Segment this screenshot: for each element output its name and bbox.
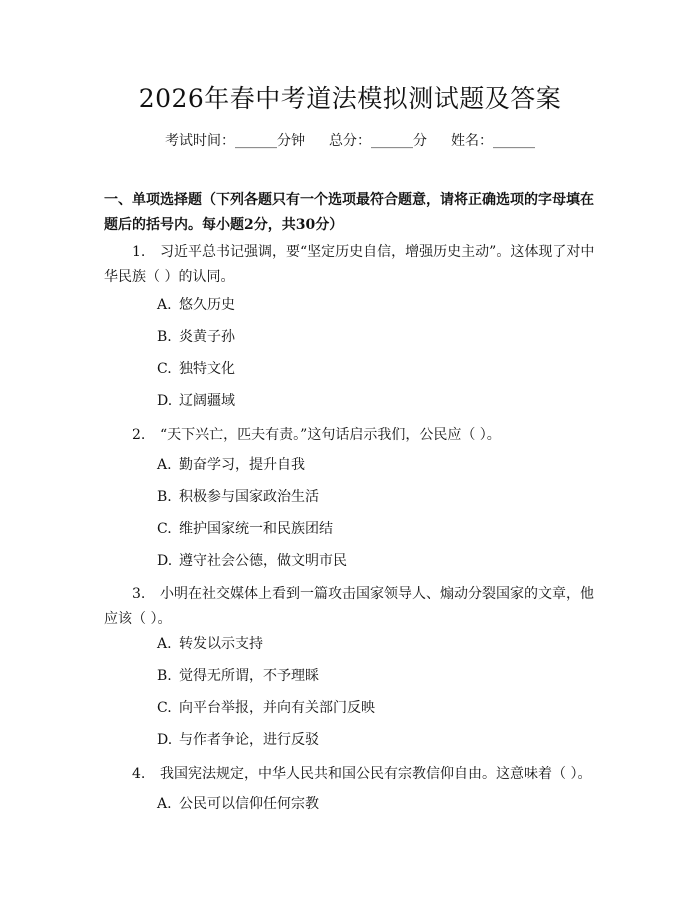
question-text: 小明在社交媒体上看到一篇攻击国家领导人、煽动分裂国家的文章，他应该（ ）。 (104, 586, 594, 627)
question-text: 我国宪法规定，中华人民共和国公民有宗教信仰自由。这意味着（ ）。 (160, 766, 592, 782)
time-label: 考试时间： (165, 133, 235, 149)
option-item (157, 487, 319, 507)
time-blank: ______ (235, 133, 277, 149)
question-number: 2. (132, 427, 146, 443)
option-item (157, 295, 235, 315)
option-text: 辽阔疆域 (179, 393, 235, 409)
option-item (157, 391, 235, 411)
section-heading: 一、单项选择题（下列各题只有一个选项最符合题意，请将正确选项的字母填在题后的括号内。每小题2分，共30分） (104, 192, 594, 233)
option-text: 向平台举报，并向有关部门反映 (179, 700, 375, 716)
score-blank: ______ (371, 133, 413, 149)
score-unit: 分 (413, 133, 427, 149)
option-letter: B. (157, 668, 172, 684)
option-letter: C. (157, 700, 172, 716)
option-text: 觉得无所谓，不予理睬 (179, 668, 319, 684)
question-1 (104, 240, 604, 290)
time-unit: 分钟 (277, 133, 305, 149)
option-letter: B. (157, 489, 172, 505)
option-item (157, 634, 263, 654)
question-number: 1. (132, 244, 146, 260)
option-item (157, 359, 235, 379)
option-letter: D. (157, 732, 173, 748)
option-item (157, 519, 333, 539)
option-item (157, 455, 305, 475)
score-label: 总分： (329, 133, 371, 149)
question-4 (104, 762, 604, 787)
question-2 (104, 423, 604, 448)
option-item (157, 551, 347, 571)
page-title: 2026年春中考道法模拟测试题及答案 (138, 84, 562, 113)
option-item (157, 698, 375, 718)
question-number: 3. (132, 586, 146, 602)
option-text: 积极参与国家政治生活 (179, 489, 319, 505)
option-item (157, 327, 235, 347)
option-letter: A. (157, 636, 172, 652)
option-letter: A. (157, 297, 172, 313)
option-letter: A. (157, 457, 172, 473)
option-item (157, 666, 319, 686)
option-letter: D. (157, 393, 173, 409)
option-text: 勤奋学习，提升自我 (179, 457, 305, 473)
option-text: 炎黄子孙 (179, 329, 235, 345)
option-text: 与作者争论，进行反驳 (179, 732, 319, 748)
option-letter: C. (157, 521, 172, 537)
option-letter: C. (157, 361, 172, 377)
option-item (157, 794, 319, 814)
option-letter: D. (157, 553, 173, 569)
question-text: 习近平总书记强调，要“坚定历史自信，增强历史主动”。这体现了对中华民族（ ）的认同。 (104, 244, 595, 285)
option-text: 维护国家统一和民族团结 (179, 521, 333, 537)
name-blank: ______ (493, 133, 535, 149)
question-3 (104, 582, 604, 632)
question-text: “天下兴亡，匹夫有责。”这句话启示我们，公民应（ ）。 (160, 427, 501, 443)
option-item (157, 730, 319, 750)
question-number: 4. (132, 766, 146, 782)
option-text: 公民可以信仰任何宗教 (179, 796, 319, 812)
option-text: 独特文化 (179, 361, 235, 377)
option-letter: A. (157, 796, 172, 812)
exam-meta-line (0, 131, 700, 151)
option-text: 遵守社会公德，做文明市民 (179, 553, 347, 569)
option-text: 转发以示支持 (179, 636, 263, 652)
name-label: 姓名： (451, 133, 493, 149)
option-text: 悠久历史 (179, 297, 235, 313)
option-letter: B. (157, 329, 172, 345)
